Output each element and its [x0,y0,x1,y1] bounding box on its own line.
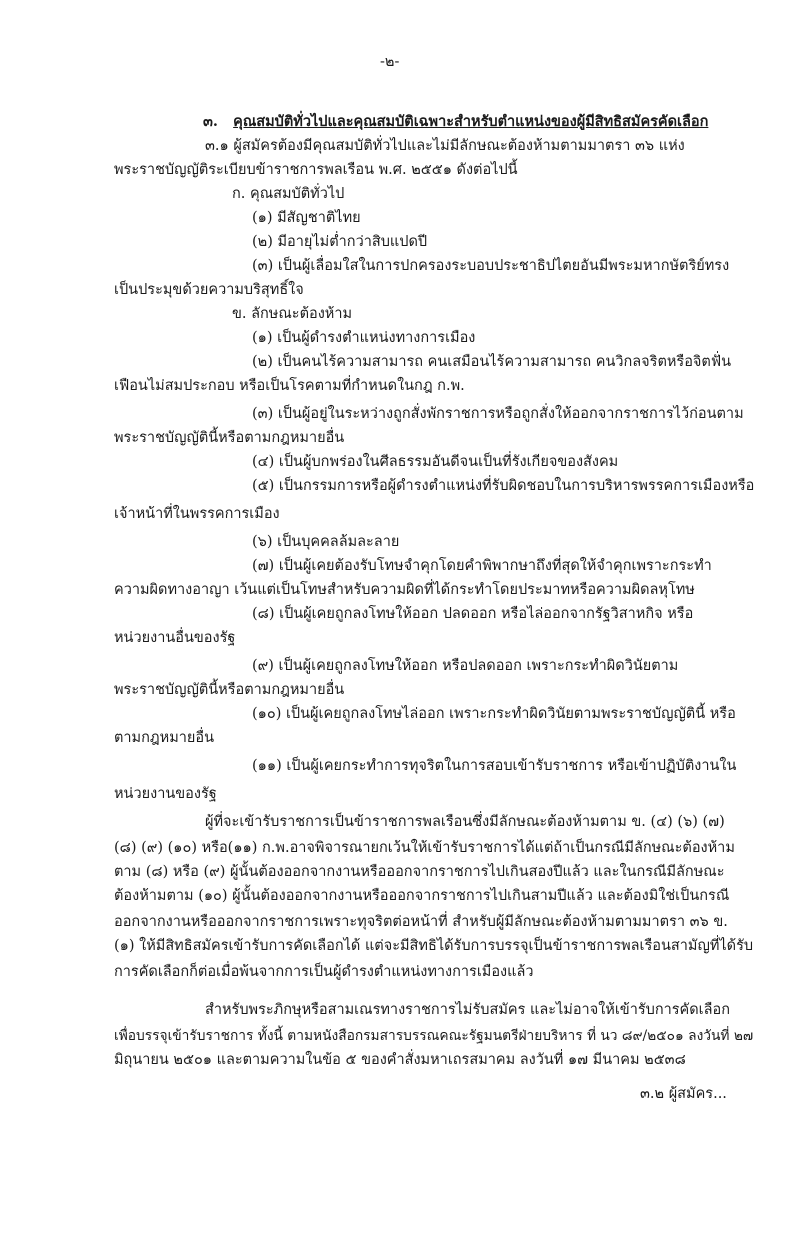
section-heading [203,112,708,132]
general-qualifications-title: ก. คุณสมบัติทั่วไป [232,186,345,202]
prohibited-item-11-cont: หน่วยงานของรัฐ [114,786,217,802]
prohibited-item-6: (๖) เป็นบุคคลล้มละลาย [252,534,400,550]
prohibited-item-5: (๕) เป็นกรรมการหรือผู้ดำรงตำแหน่งที่รับผิดชอบในการบริหารพรรคการเมืองหรือ [252,478,755,494]
prohibited-item-9: (๙) เป็นผู้เคยถูกลงโทษให้ออก หรือปลดออก เพราะกระทำผิดวินัยตาม [252,658,679,674]
prohibited-item-8: (๘) เป็นผู้เคยถูกลงโทษให้ออก ปลดออก หรือไล่ออกจากรัฐวิสาหกิจ หรือ [252,606,694,622]
general-item-3: (๓) เป็นผู้เลื่อมใสในการปกครองระบอบประชาธิปไตยอันมีพระมหากษัตริย์ทรง [252,258,730,274]
prohibited-item-8-cont: หน่วยงานอื่นของรัฐ [114,630,236,646]
page-number: -๒- [380,54,400,70]
prohibited-item-7: (๗) เป็นผู้เคยต้องรับโทษจำคุกโดยคำพิพากษาถึงที่สุดให้จำคุกเพราะกระทำ [252,558,712,574]
general-item-2: (๒) มีอายุไม่ต่ำกว่าสิบแปดปี [252,234,428,250]
general-item-1: (๑) มีสัญชาติไทย [252,210,361,226]
general-item-3-cont: เป็นประมุขด้วยความบริสุทธิ์ใจ [114,282,304,298]
exemption-line-2: (๘) (๙) (๑๐) หรือ(๑๑) ก.พ.อาจพิจารณายกเว้นให้เข้ารับราชการได้แต่ถ้าเป็นกรณีมีลักษณะต้องห้าม [114,840,735,856]
monk-line-2: เพื่อบรรจุเข้ารับราชการ ทั้งนี้ ตามหนังสือกรมสารบรรณคณะรัฐมนตรีฝ่ายบริหาร ที่ นว ๘๙/๒๕๐๑ ลงวันที่ ๒๗ [114,1028,754,1044]
prohibited-item-9-cont: พระราชบัญญัตินี้หรือตามกฎหมายอื่น [114,682,345,698]
prohibited-title: ข. ลักษณะต้องห้าม [232,306,353,322]
continuation-marker: ๓.๒ ผู้สมัคร... [640,1086,727,1102]
prohibited-item-10-cont: ตามกฎหมายอื่น [114,730,215,746]
exemption-line-6: (๑) ให้มีสิทธิสมัครเข้ารับการคัดเลือกได้ แต่จะมีสิทธิได้รับการบรรจุเป็นข้าราชการพลเรือนสามัญที่ได้รับ [114,938,754,954]
prohibited-item-1: (๑) เป็นผู้ดำรงตำแหน่งทางการเมือง [252,330,476,346]
exemption-line-1: ผู้ที่จะเข้ารับราชการเป็นข้าราชการพลเรือนซึ่งมีลักษณะต้องห้ามตาม ข. (๔) (๖) (๗) [205,814,725,830]
exemption-line-5: ออกจากงานหรือออกจากราชการเพราะทุจริตต่อหน้าที่ สำหรับผู้มีลักษณะต้องห้ามตามมาตรา ๓๖ ข. [114,914,728,930]
intro-line-2: พระราชบัญญัติระเบียบข้าราชการพลเรือน พ.ศ. ๒๕๕๑ ดังต่อไปนี้ [114,162,518,178]
prohibited-item-5-cont: เจ้าหน้าที่ในพรรคการเมือง [114,506,280,522]
prohibited-item-2: (๒) เป็นคนไร้ความสามารถ คนเสมือนไร้ความสามารถ คนวิกลจริตหรือจิตฟั่น [252,354,732,370]
prohibited-item-7-cont: ความผิดทางอาญา เว้นแต่เป็นโทษสำหรับความผิดที่ได้กระทำโดยประมาทหรือความผิดลหุโทษ [114,582,695,598]
exemption-line-7: การคัดเลือกก็ต่อเมื่อพ้นจากการเป็นผู้ดำรงตำแหน่งทางการเมืองแล้ว [114,964,534,980]
prohibited-item-11: (๑๑) เป็นผู้เคยกระทำการทุจริตในการสอบเข้ารับราชการ หรือเข้าปฏิบัติงานใน [252,758,737,774]
monk-line-1: สำหรับพระภิกษุหรือสามเณรทางราชการไม่รับสมัคร และไม่อาจให้เข้ารับการคัดเลือก [205,1002,730,1018]
exemption-line-4: ต้องห้ามตาม (๑๐) ผู้นั้นต้องออกจากงานหรือออกจากราชการไปเกินสามปีแล้ว และต้องมิใช่เป็นกรณี [114,888,730,904]
prohibited-item-2-cont: เฟือนไม่สมประกอบ หรือเป็นโรคตามที่กำหนดในกฎ ก.พ. [114,378,465,394]
prohibited-item-10: (๑๐) เป็นผู้เคยถูกลงโทษไล่ออก เพราะกระทำผิดวินัยตามพระราชบัญญัตินี้ หรือ [252,706,736,722]
prohibited-item-3-cont: พระราชบัญญัตินี้หรือตามกฎหมายอื่น [114,430,345,446]
intro-line-1: ๓.๑ ผู้สมัครต้องมีคุณสมบัติทั่วไปและไม่มีลักษณะต้องห้ามตามมาตรา ๓๖ แห่ง [205,138,685,154]
prohibited-item-3: (๓) เป็นผู้อยู่ในระหว่างถูกสั่งพักราชการหรือถูกสั่งให้ออกจากราชการไว้ก่อนตาม [252,406,744,422]
prohibited-item-4: (๔) เป็นผู้บกพร่องในศีลธรรมอันดีจนเป็นที่รังเกียจของสังคม [252,454,619,470]
section-heading-text: คุณสมบัติทั่วไปและคุณสมบัติเฉพาะสำหรับตำแหน่งของผู้มีสิทธิสมัครคัดเลือก [233,113,709,130]
section-number: ๓. [203,113,218,130]
exemption-line-3: ตาม (๘) หรือ (๙) ผู้นั้นต้องออกจากงานหรือออกจากราชการไปเกินสองปีแล้ว และในกรณีมีลักษณะ [114,864,725,880]
monk-line-3: มิถุนายน ๒๕๐๑ และตามความในข้อ ๕ ของคำสั่งมหาเถรสมาคม ลงวันที่ ๑๗ มีนาคม ๒๕๓๘ [114,1052,686,1068]
